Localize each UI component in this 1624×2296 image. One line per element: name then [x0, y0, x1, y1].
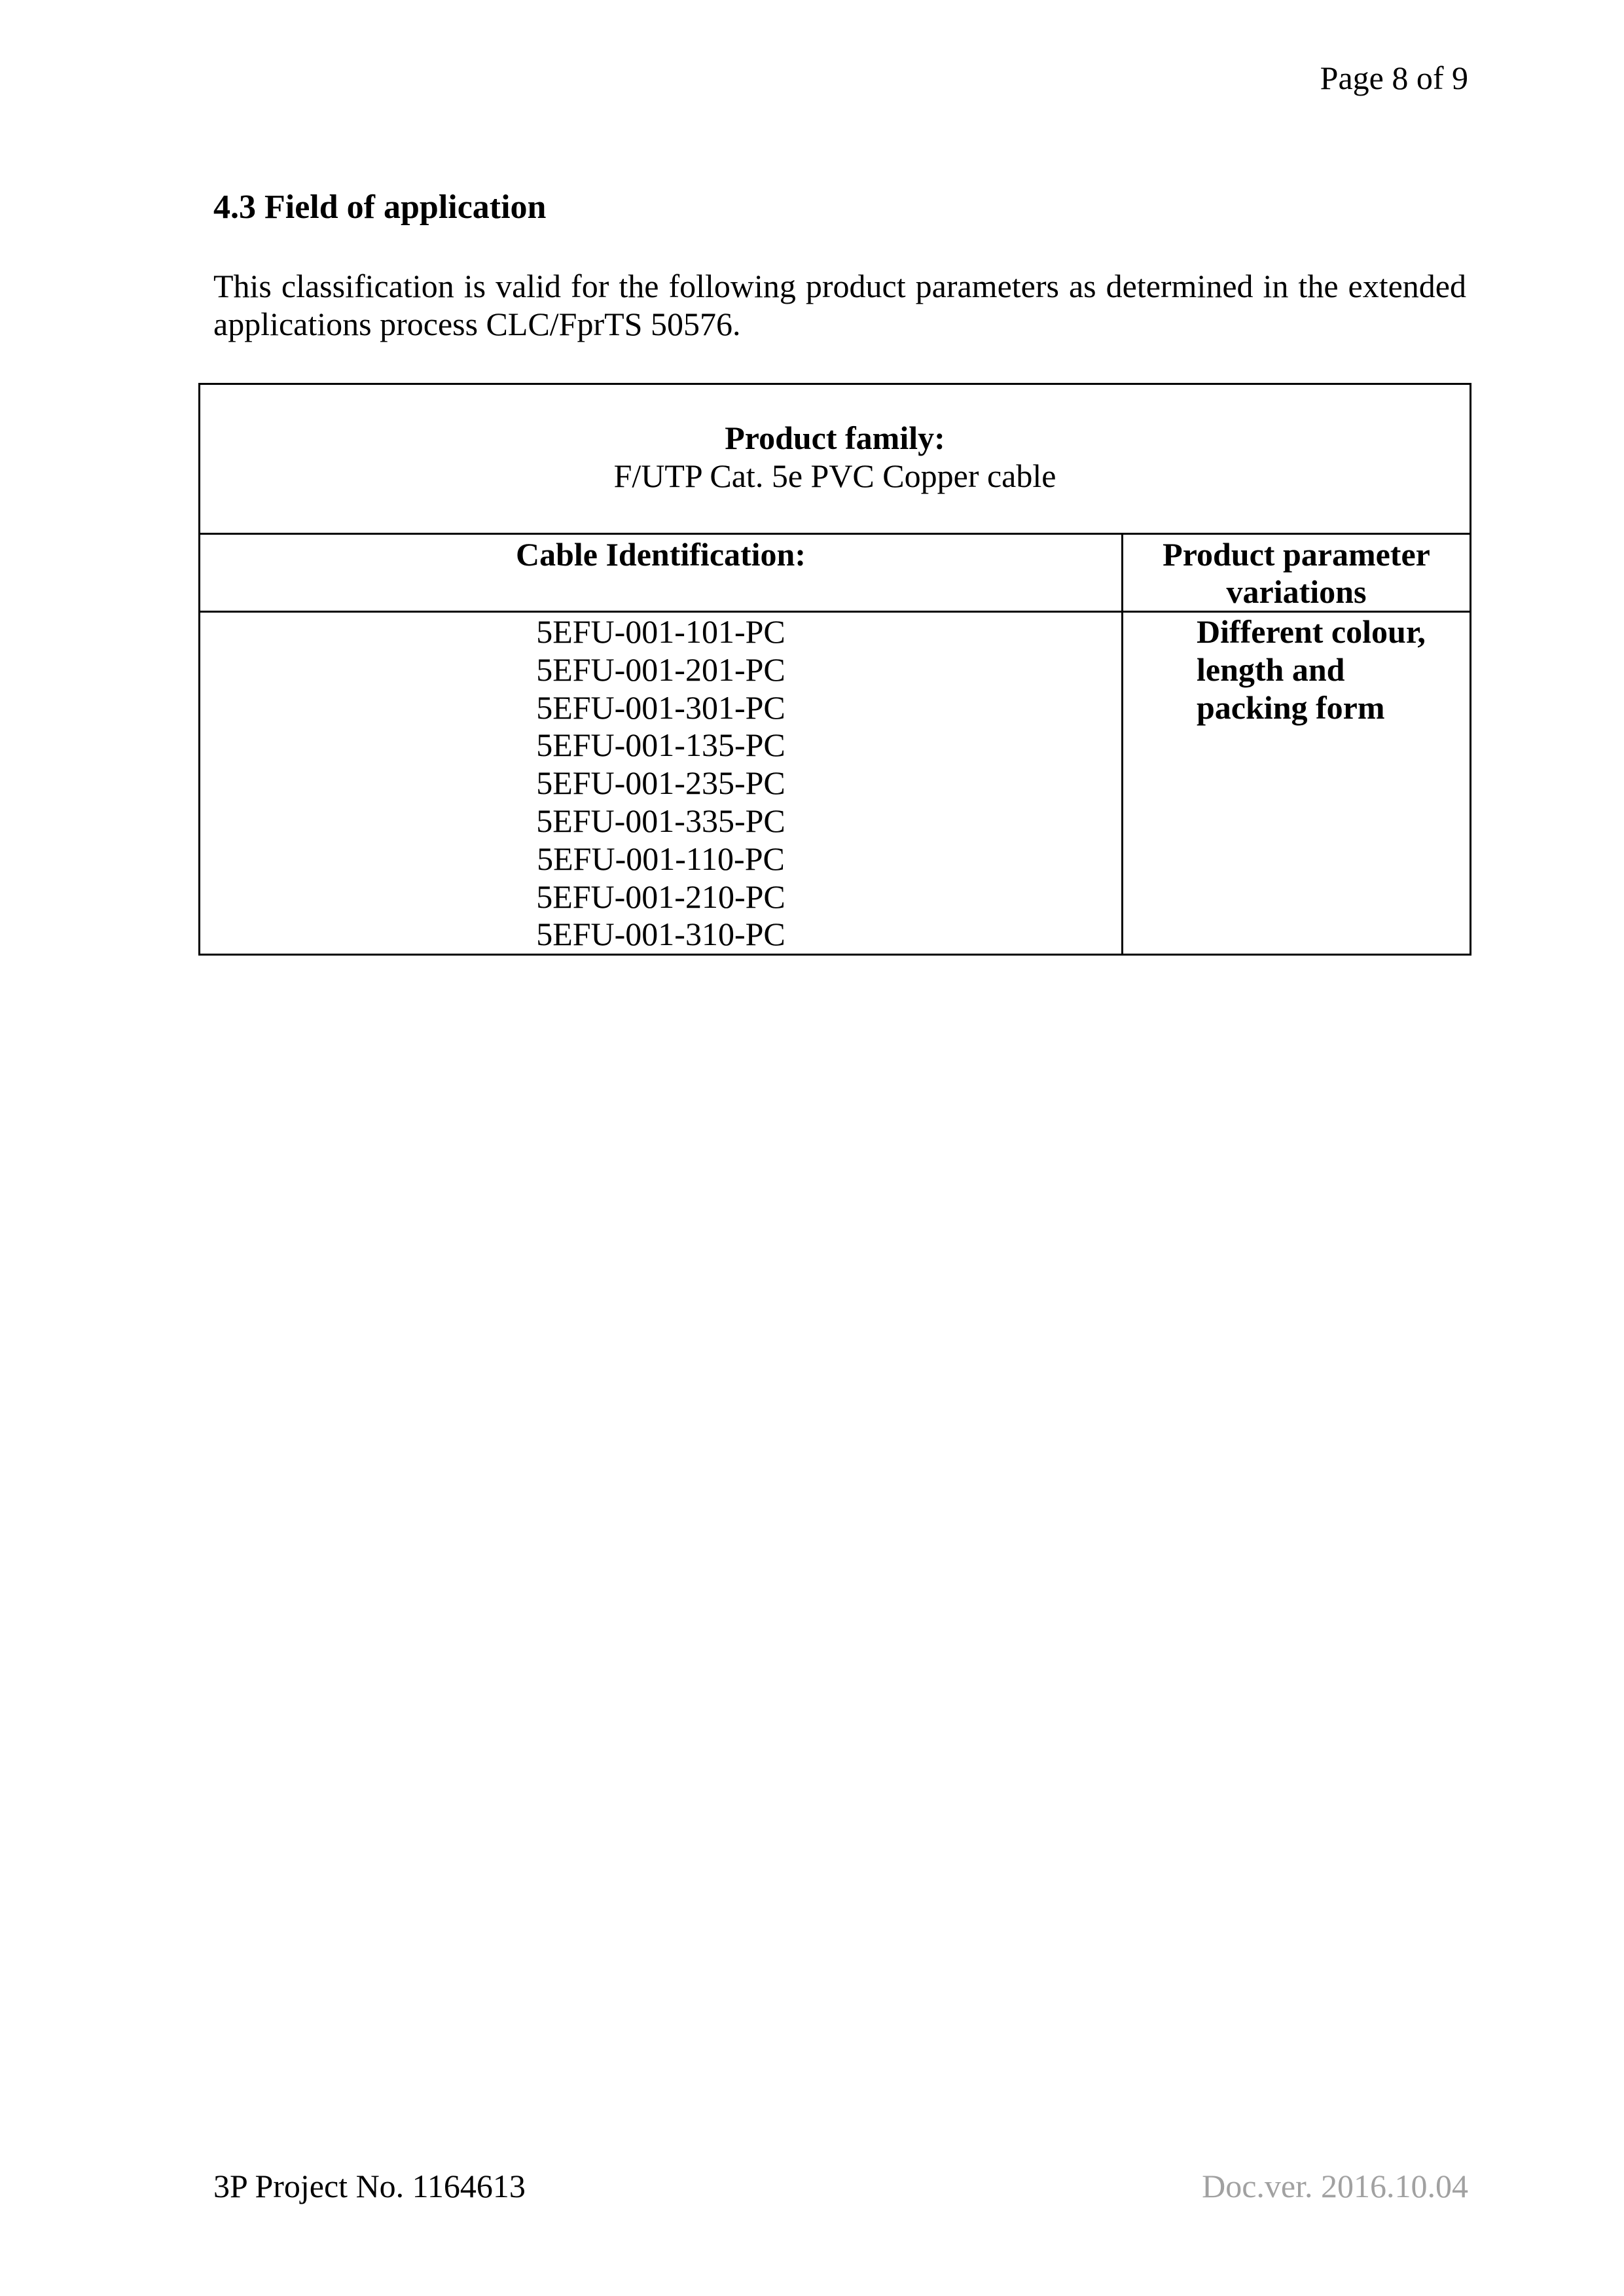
cable-ids-cell [200, 612, 1123, 955]
body-paragraph-line-2: applications process CLC/FprTS 50576. [213, 306, 741, 342]
body-paragraph [213, 267, 1466, 343]
product-family-table [198, 383, 1471, 956]
body-paragraph-line-1: This classification is valid for the following product parameters as determined in the extended [213, 268, 1466, 304]
cable-id: 5EFU-001-101-PC [536, 613, 785, 650]
product-family-value: F/UTP Cat. 5e PVC Copper cable [613, 457, 1056, 494]
page-number: Page 8 of 9 [1320, 60, 1468, 96]
product-family-cell [200, 384, 1471, 534]
table-header-row [200, 534, 1471, 612]
cable-id: 5EFU-001-135-PC [536, 726, 785, 764]
cable-id: 5EFU-001-210-PC [536, 878, 785, 915]
parameter-variations-cell [1123, 612, 1471, 955]
footer-doc-version: Doc.ver. 2016.10.04 [1202, 2168, 1468, 2204]
column-header-cable-identification: Cable Identification: [200, 534, 1123, 612]
table-data-row [200, 612, 1471, 955]
parameter-variation-line: packing form [1197, 689, 1385, 726]
cable-id: 5EFU-001-201-PC [536, 651, 785, 688]
product-family-label: Product family: [725, 420, 945, 456]
section-heading: 4.3 Field of application [213, 188, 547, 226]
footer-project-number: 3P Project No. 1164613 [213, 2168, 526, 2204]
cable-id: 5EFU-001-310-PC [536, 916, 785, 953]
cable-id: 5EFU-001-110-PC [537, 840, 785, 877]
parameter-variation-line: length and [1197, 651, 1345, 688]
cable-id: 5EFU-001-301-PC [536, 689, 785, 726]
cable-id: 5EFU-001-235-PC [536, 764, 785, 802]
product-family-row [200, 384, 1471, 534]
parameter-variation-line: Different colour, [1197, 613, 1426, 650]
column-header-product-parameter-variations: Product parameter variations [1123, 534, 1471, 612]
cable-id: 5EFU-001-335-PC [536, 802, 785, 839]
